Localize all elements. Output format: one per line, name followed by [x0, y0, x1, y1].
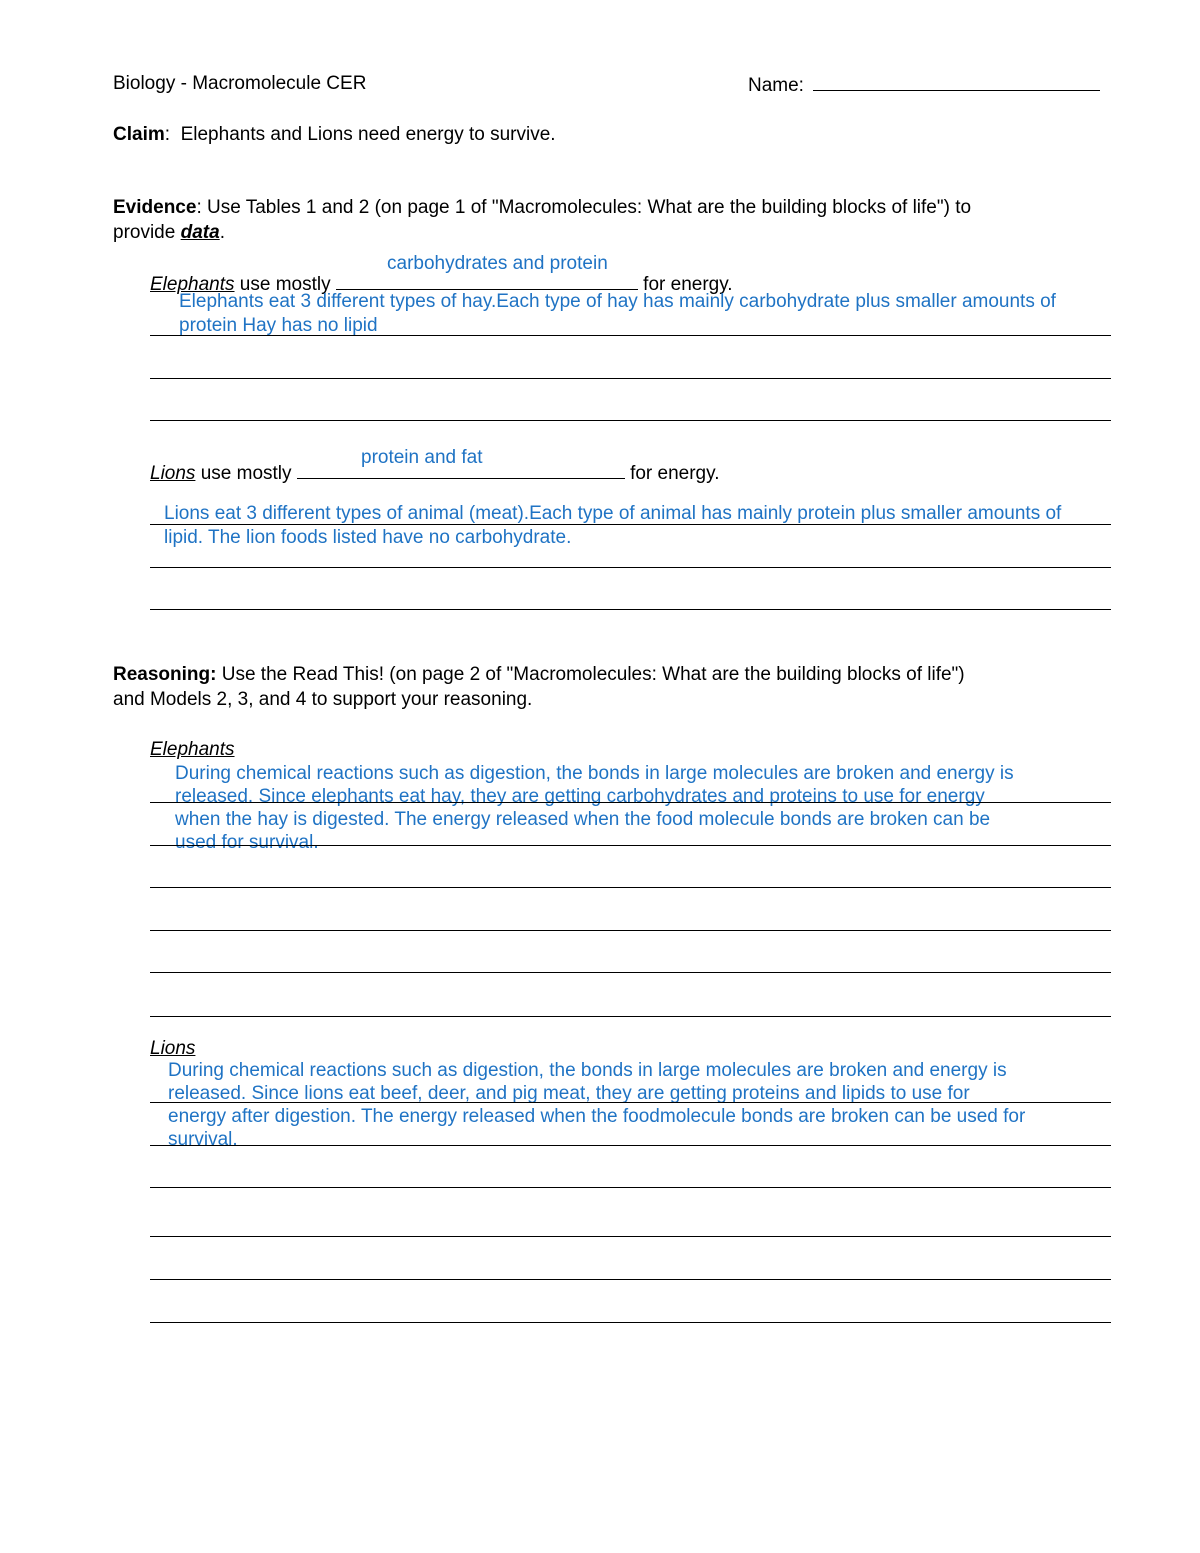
claim-text: Elephants and Lions need energy to survive. [180, 124, 556, 145]
answer-line[interactable] [150, 524, 1111, 525]
reasoning-prompt-line1 [113, 663, 965, 687]
elephants-subject: Elephants [150, 274, 235, 295]
lions-subject: Lions [150, 463, 196, 484]
answer-line[interactable] [150, 845, 1111, 846]
lions-energy-blank[interactable] [297, 460, 625, 479]
answer-line[interactable] [150, 1322, 1111, 1323]
lions-evidence-sentence [150, 460, 720, 486]
answer-line[interactable] [150, 609, 1111, 610]
evidence-data-word: data [180, 222, 220, 243]
evidence-period: . [219, 222, 225, 243]
elephants-use-mostly: use mostly [234, 274, 336, 295]
reasoning-label: Reasoning: [113, 664, 217, 685]
worksheet-title: Biology - Macromolecule CER [113, 73, 367, 94]
answer-line[interactable] [150, 1145, 1111, 1146]
elephants-energy-answer[interactable]: carbohydrates and protein [387, 253, 608, 274]
lions-reasoning-answer-line2[interactable]: released. Since lions eat beef, deer, and pig meat, they are getting proteins and lipids to use for [168, 1083, 970, 1104]
elephants-energy-blank[interactable] [336, 271, 638, 290]
answer-line[interactable] [150, 887, 1111, 888]
answer-line[interactable] [150, 1279, 1111, 1280]
evidence-prompt-line2 [113, 221, 225, 245]
evidence-instructions: : Use Tables 1 and 2 (on page 1 of "Macromolecules: What are the building blocks of life") to [196, 197, 972, 218]
elephants-reasoning-answer-line4[interactable]: used for survival. [175, 832, 319, 853]
evidence-label: Evidence [113, 197, 197, 218]
answer-line[interactable] [150, 930, 1111, 931]
answer-line[interactable] [150, 378, 1111, 379]
elephants-evidence-answer-line2[interactable]: protein Hay has no lipid [179, 315, 378, 336]
name-label: Name: [748, 75, 804, 96]
answer-line[interactable] [150, 1102, 1111, 1103]
reasoning-prompt-line2: and Models 2, 3, and 4 to support your reasoning. [113, 689, 533, 710]
claim-label: Claim [113, 124, 165, 145]
lions-energy-answer[interactable]: protein and fat [361, 447, 483, 468]
lions-reasoning-answer-line1[interactable]: During chemical reactions such as digestion, the bonds in large molecules are broken and energy is [168, 1060, 1007, 1081]
elephants-for-energy: for energy. [637, 274, 733, 295]
elephants-reasoning-answer-line2[interactable]: released. Since elephants eat hay, they are getting carbohydrates and proteins to use for energy [175, 786, 985, 807]
elephants-reasoning-answer-line1[interactable]: During chemical reactions such as digestion, the bonds in large molecules are broken and energy is [175, 763, 1014, 784]
reasoning-instructions: Use the Read This! (on page 2 of "Macromolecules: What are the building blocks of life") [216, 664, 965, 685]
answer-line[interactable] [150, 1016, 1111, 1017]
lions-evidence-answer-line2[interactable]: lipid. The lion foods listed have no carbohydrate. [164, 527, 572, 548]
claim-colon: : [164, 124, 171, 145]
answer-line[interactable] [150, 420, 1111, 421]
answer-line[interactable] [150, 802, 1111, 803]
answer-line[interactable] [150, 567, 1111, 568]
lions-use-mostly: use mostly [195, 463, 297, 484]
evidence-provide: provide [113, 222, 181, 243]
claim-line [113, 123, 556, 147]
lions-evidence-answer-line1[interactable]: Lions eat 3 different types of animal (meat).Each type of animal has mainly protein plus smaller amounts of [164, 503, 1062, 524]
reasoning-elephants-heading: Elephants [150, 739, 235, 760]
evidence-prompt-line1 [113, 196, 971, 220]
answer-line[interactable] [150, 335, 1111, 336]
answer-line[interactable] [150, 1187, 1111, 1188]
lions-reasoning-answer-line3[interactable]: energy after digestion. The energy released when the foodmolecule bonds are broken can be used for [168, 1106, 1026, 1127]
name-blank[interactable] [813, 72, 1100, 91]
answer-line[interactable] [150, 1236, 1111, 1237]
name-field [748, 72, 1100, 98]
reasoning-lions-heading: Lions [150, 1038, 196, 1059]
lions-for-energy: for energy. [624, 463, 720, 484]
elephants-evidence-answer-line1[interactable]: Elephants eat 3 different types of hay.Each type of hay has mainly carbohydrate plus smaller amounts of [179, 291, 1056, 312]
elephants-reasoning-answer-line3[interactable]: when the hay is digested. The energy released when the food molecule bonds are broken can be [175, 809, 991, 830]
answer-line[interactable] [150, 972, 1111, 973]
lions-reasoning-answer-line4[interactable]: survival. [168, 1129, 238, 1150]
